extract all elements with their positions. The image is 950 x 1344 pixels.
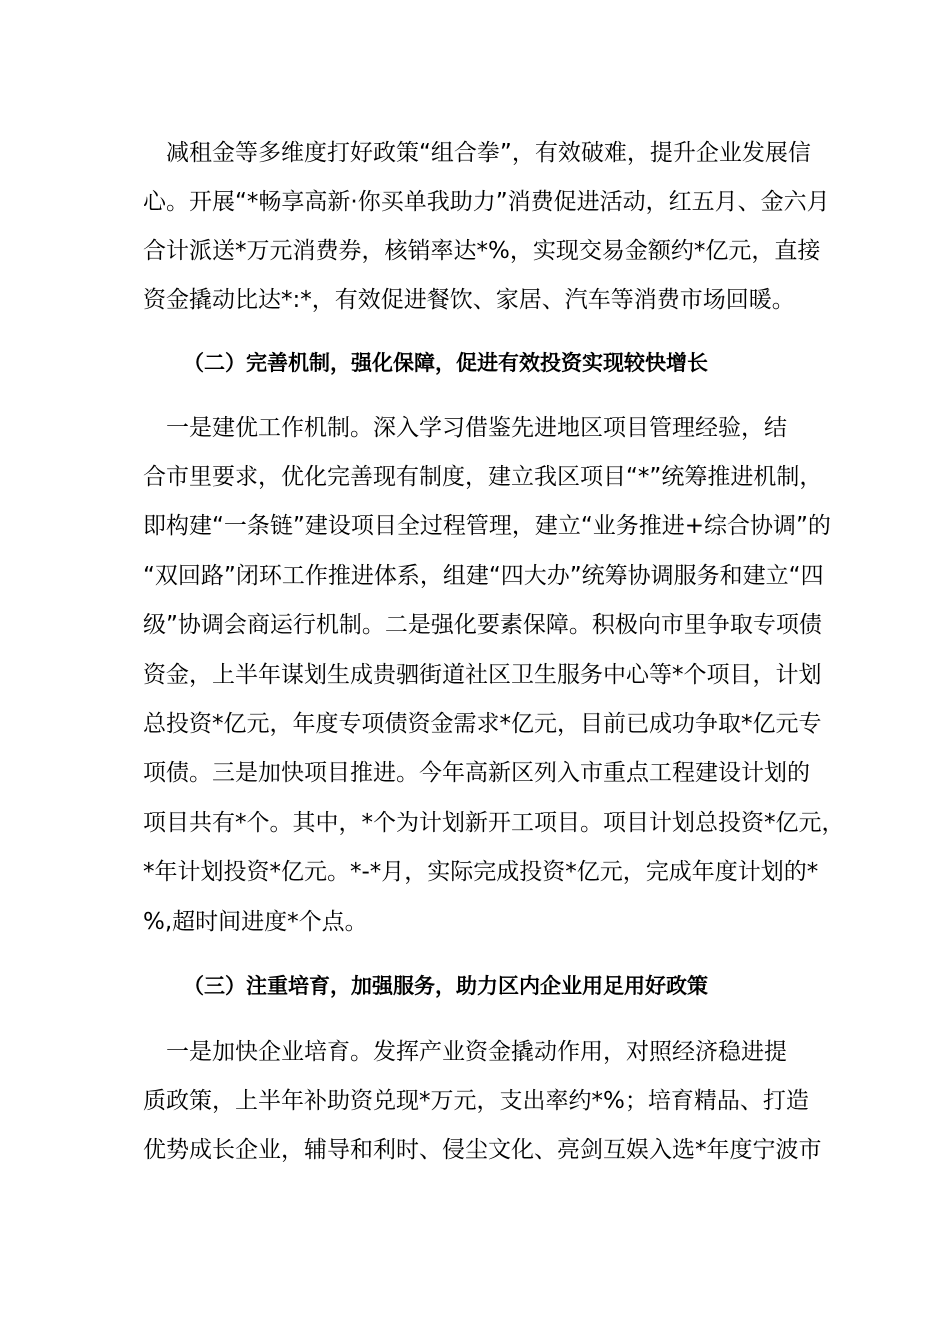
paragraph-1-line-1: 减租金等多维度打好政策“组合拳”，有效破难，提升企业发展信: [143, 140, 811, 166]
paragraph-2-line-8: 项债。三是加快项目推进。今年高新区列入市重点工程建设计划的: [143, 760, 810, 786]
paragraph-3-line-2: 质政策，上半年补助资兑现*万元，支出率约*%；培育精品、打造: [143, 1088, 809, 1114]
paragraph-2-line-3: 即构建“一条链”建设项目全过程管理，建立“业务推进+综合协调”的: [143, 513, 831, 539]
paragraph-2-line-11: %,超时间进度*个点。: [143, 909, 368, 935]
section-heading-3: （三）注重培育，加强服务，助力区内企业用足用好政策: [183, 974, 708, 998]
paragraph-2-line-1: 一是建优工作机制。深入学习借鉴先进地区项目管理经验，结: [143, 415, 787, 441]
paragraph-2-line-6: 资金，上半年谋划生成贵驷街道社区卫生服务中心等*个项目，计划: [143, 662, 822, 688]
section-heading-2: （二）完善机制，强化保障，促进有效投资实现较快增长: [183, 351, 708, 375]
paragraph-1-line-3: 合计派送*万元消费券，核销率达*%，实现交易金额约*亿元，直接: [143, 238, 821, 264]
paragraph-1-line-2: 心。开展“*畅享高新·你买单我助力”消费促进活动，红五月、金六月: [143, 189, 830, 215]
paragraph-2-line-10: *年计划投资*亿元。*-*月，实际完成投资*亿元，完成年度计划的*: [143, 859, 819, 885]
paragraph-3-line-1: 一是加快企业培育。发挥产业资金撬动作用，对照经济稳进提: [143, 1039, 787, 1065]
paragraph-2-line-2: 合市里要求，优化完善现有制度，建立我区项目“*”统筹推进机制，: [143, 464, 823, 490]
paragraph-2-line-7: 总投资*亿元，年度专项债资金需求*亿元，目前已成功争取*亿元专: [143, 711, 822, 737]
paragraph-2-line-4: “双回路”闭环工作推进体系，组建“四大办”统筹协调服务和建立“四: [143, 563, 824, 589]
paragraph-3-line-3: 优势成长企业，辅导和利时、侵尘文化、亮剑互娱入选*年度宁波市: [143, 1137, 822, 1163]
paragraph-2-line-9: 项目共有*个。其中，*个为计划新开工项目。项目计划总投资*亿元，: [143, 810, 845, 836]
paragraph-1-line-4: 资金撬动比达*:*，有效促进餐饮、家居、汽车等消费市场回暖。: [143, 287, 795, 313]
paragraph-2-line-5: 级”协调会商运行机制。二是强化要素保障。积极向市里争取专项债: [143, 612, 822, 638]
